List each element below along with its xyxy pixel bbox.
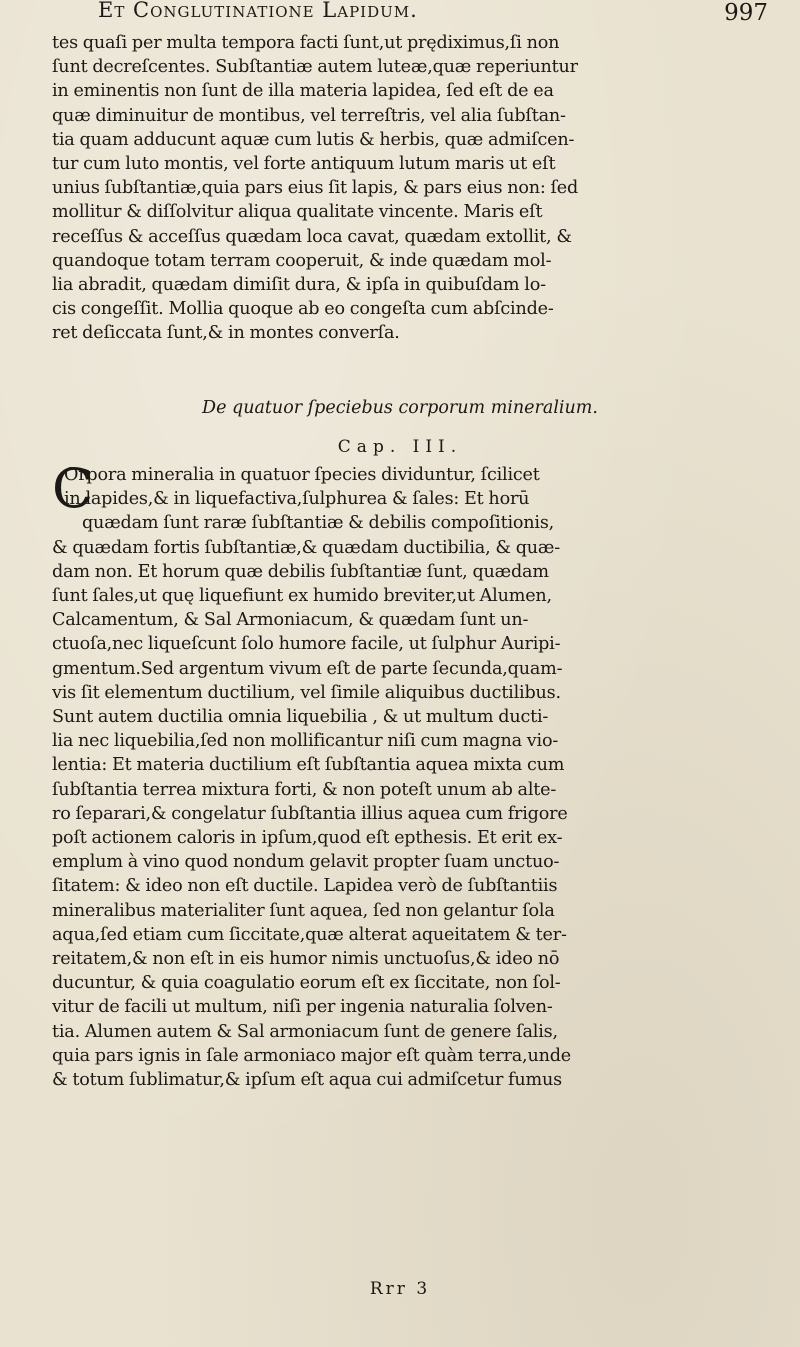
text-line: ctuoſa,nec liqueſcunt ſolo humore facile, ut ſulphur Auripi-	[52, 634, 561, 655]
text-line: ſubſtantia terrea mixtura forti, & non poteſt unum ab alte-	[52, 779, 557, 800]
text-line: & totum ſublimatur,& ipſum eſt aqua cui admiſcetur fumus	[52, 1070, 562, 1091]
text-line: lia abradit, quædam dimiſit dura, & ipſa in quibuſdam lo-	[52, 275, 546, 296]
text-line: ſunt ſales,ut quę liquefiunt ex humido breviter,ut Alumen,	[52, 586, 552, 607]
paragraph-continuation	[52, 31, 798, 346]
text-line: in lapides,& in liquefactiva,ſulphurea & ſales: Et horū	[64, 489, 530, 510]
text-line: Sunt autem ductilia omnia liquebilia , & ut multum ducti-	[52, 707, 549, 728]
running-title: Et Conglutinatione Lapidum.	[98, 0, 418, 22]
text-line: in eminentis non ſunt de illa materia lapidea, ſed eſt de ea	[52, 81, 554, 102]
text-line: lia nec liquebilia,ſed non mollificantur niſi cum magna vio-	[52, 731, 559, 752]
text-line: vitur de facili ut multum, niſi per ingenia naturalia ſolven-	[52, 997, 553, 1018]
text-line: tia quam adducunt aquæ cum lutis & herbis, quæ admiſcen-	[52, 129, 575, 150]
text-line: tia. Alumen autem & Sal armoniacum ſunt de genere ſalis,	[52, 1021, 558, 1042]
text-line: quædam ſunt raræ ſubſtantiæ & debilis compoſitionis,	[82, 513, 555, 534]
text-line: ſitatem: & ideo non eſt ductile. Lapidea verò de ſubſtantiis	[52, 876, 558, 897]
text-line: quæ diminuitur de montibus, vel terreſtris, vel alia ſubſtan-	[52, 105, 566, 126]
drop-cap: C	[52, 457, 94, 520]
signature-mark: Rrr 3	[369, 1279, 431, 1299]
text-line: aqua,ſed etiam cum ſiccitate,quæ alterat aqueitatem & ter-	[52, 924, 567, 945]
page-number: 997	[724, 0, 768, 26]
page-header	[40, 0, 780, 28]
section-heading: De quatuor ſpeciebus corporum mineralium.	[202, 398, 598, 418]
text-line: ſunt decreſcentes. Subſtantiæ autem luteæ,quæ reperiuntur	[52, 57, 578, 78]
text-line: quandoque totam terram cooperuit, & inde quædam mol-	[52, 250, 552, 271]
text-line: mollitur & diſſolvitur aliqua qualitate vincente. Maris eſt	[52, 202, 543, 223]
text-line: Calcamentum, & Sal Armoniacum, & quædam ſunt un-	[52, 610, 529, 631]
text-line: & quædam fortis ſubſtantiæ,& quædam ductibilia, & quæ-	[52, 537, 560, 558]
text-line: mineralibus materialiter ſunt aquea, ſed non gelantur ſola	[52, 900, 555, 921]
text-line: ducuntur, & quia coagulatio eorum eſt ex ſiccitate, non ſol-	[52, 973, 561, 994]
text-line: reitatem,& non eſt in eis humor nimis unctuoſus,& ideo nō	[52, 949, 560, 970]
text-line: unius ſubſtantiæ,quia pars eius ſit lapis, & pars eius non: ſed	[52, 178, 579, 199]
text-line: tes quaſi per multa tempora facti ſunt,ut prędiximus,ſi non	[52, 33, 560, 53]
text-line: receſſus & acceſſus quædam loca cavat, quædam extollit, &	[52, 226, 572, 247]
paragraph-chapter-three	[52, 457, 798, 1092]
text-line: tur cum luto montis, vel forte antiquum lutum maris ut eſt	[52, 154, 556, 175]
text-line: gmentum.Sed argentum vivum eſt de parte ſecunda,quam-	[52, 658, 563, 679]
text-line: Orpora mineralia in quatuor ſpecies dividuntur, ſcilicet	[64, 465, 540, 485]
text-line: vis ſit elementum ductilium, vel ſimile aliquibus ductilibus.	[52, 682, 561, 703]
text-line: cis congeſſit. Mollia quoque ab eo congeſta cum abſcinde-	[52, 299, 554, 320]
text-line: quia pars ignis in ſale armoniaco major eſt quàm terra,unde	[52, 1045, 571, 1066]
text-line: dam non. Et horum quæ debilis ſubſtantiæ ſunt, quædam	[52, 561, 549, 582]
text-line: poſt actionem caloris in ipſum,quod eſt epthesis. Et erit ex-	[52, 828, 563, 849]
text-line: emplum à vino quod nondum gelavit propter ſuam unctuo-	[52, 852, 560, 873]
chapter-label: Cap. III.	[337, 437, 463, 457]
text-line: lentia: Et materia ductilium eſt ſubſtantia aquea mixta cum	[52, 755, 565, 776]
text-line: ro ſeparari,& congelatur ſubſtantia illius aquea cum frigore	[52, 803, 568, 824]
text-line: ret deſiccata ſunt,& in montes converſa.	[52, 323, 400, 344]
